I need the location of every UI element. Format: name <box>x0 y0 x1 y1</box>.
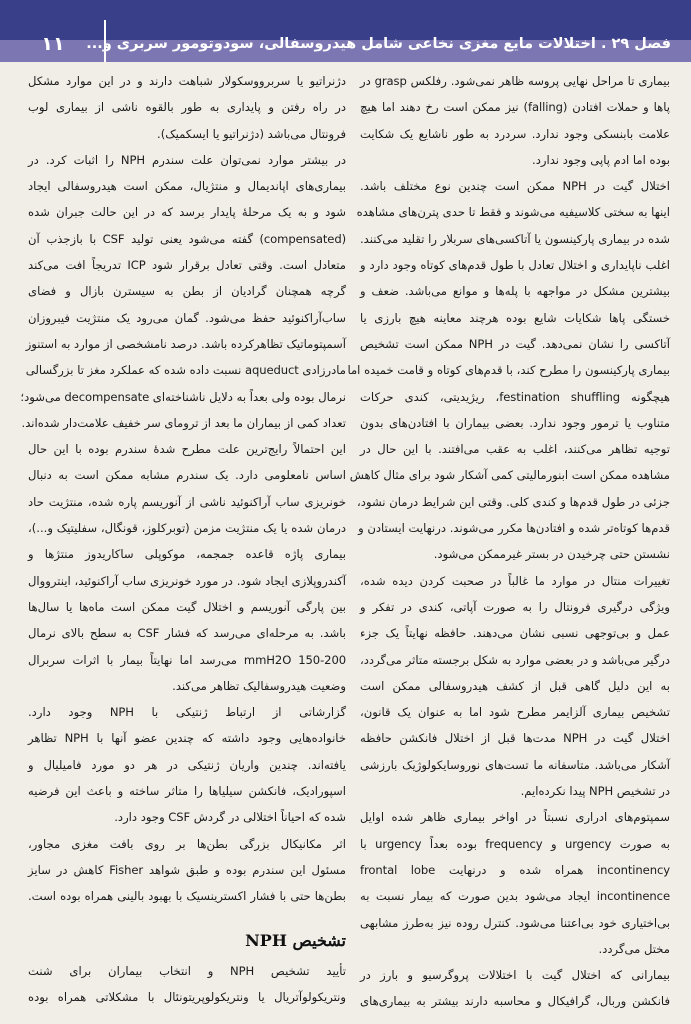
text-line: بیماری‌های اپاندیمال و منتژیال، ممکن است هیدروسفالی ایجاد <box>28 179 346 194</box>
text-line: عمل و بی‌توجهی نسبی نشان می‌دهند. حافظه نهایتاً یک جزء <box>360 626 670 641</box>
text-line: تأیید تشخیص NPH و انتخاب بیماران برای شنت <box>28 964 346 978</box>
text-line: پاها و حملات افتادن (falling) نیز ممکن است رخ دهند اما هیچ <box>360 100 670 115</box>
text-line: متعادل است. وقتی تعادل برقرار شود ICP تدریجاً افت می‌کند <box>28 258 346 273</box>
text-line: فانکشن وربال، گرافیکال و محاسبه دارند بیشتر به بیماری‌های <box>360 994 670 1009</box>
text-line: بیشترین مشکل در مواجهه با پله‌ها و موانع می‌باشد. ضعف و <box>360 284 670 299</box>
text-line: اختلال گیت در NPH مدت‌ها قبل از اختلال فانکشن حافظه <box>360 731 671 746</box>
text-line: تشخیص بیماری آلزایمر مطرح شود اما به عنوان یک قانون، <box>360 705 670 720</box>
right-text-column <box>347 68 671 1015</box>
text-line: نرمال بوده ولی بعداً به دلایل ناشناخته‌ای decompensate می‌شود؛ <box>20 389 346 404</box>
text-line: تعداد کمی از بیماران ما بعد از ترومای سر خفیف علامت‌دار شده‌اند. <box>21 415 346 430</box>
text-line: بی‌اختیاری خود بی‌اعتنا می‌شود. کنترل روده نیز به‌طرز مشابهی <box>360 915 670 930</box>
chapter-title: فصل ۲۹ . اختلالات مایع مغزی نخاعی شامل هیدروسفالی، سودوتومور سربری و... <box>86 36 671 52</box>
text-line: شده در بیماری پارکینسون یا آتاکسی‌های سربلار را تقلید می‌کنند. <box>360 231 670 246</box>
text-line: اینها به سختی کلاسیفیه می‌شوند و فقط تا حدی پترن‌های مشاهده <box>356 205 670 220</box>
text-line: اسپورادیک، فانکشن سیلیاها را متاثر ساخته و باعث این فرضیه <box>28 784 346 799</box>
page-number: ۱۱ <box>41 33 65 55</box>
text-line: گرچه همچنان گرادیان از بطن به سیسترن بازال و فضای <box>28 284 346 299</box>
text-line: یافته‌اند. چندین واریان ژنتیکی در هر دو مورد فامیلیال و <box>28 757 346 772</box>
text-line: مادرزادی aqueduct نسبت داده شده که عملکرد مغز تا بزرگسالی <box>25 363 346 378</box>
text-line: آسمپتوماتیک تظاهرکرده باشد. درصد نامشخصی از موارد به استنوز <box>25 336 346 351</box>
text-line: دژنراتیو یا سربرووسکولار شباهت دارند و در این موارد مشکل <box>28 74 346 88</box>
text-line: ساب‌آراکنوئید حفظ می‌شود. گمان می‌رود یک منتژیت فیبروزان <box>28 310 346 325</box>
text-line: توجیه تظاهر می‌کنند، اغلب به عقب می‌افتند. با این حال در <box>360 442 670 457</box>
text-line: مسئول این سندرم بوده و طبق شواهد Fisher کاهش در سایز <box>28 862 346 877</box>
text-line: آکندروپلازی ایجاد شود. در مورد خونریزی ساب آراکنوئید، اینترووال <box>28 573 346 588</box>
text-line: بیماری پارکینسون را مطرح کند، با قدم‌های کوتاه و قامت خمیده اما <box>347 363 670 378</box>
text-line: جزئی در طول قدم‌ها و کندی کلی. وقتی این شرایط درمان نشود، <box>357 494 670 509</box>
text-line: بیماری پاژه قاعده جمجمه، موکوپلی ساکاریدوز منتژها و <box>28 547 346 562</box>
text-line: متناوب یا ترمور وجود ندارد. بعضی بیماران با افتادن‌های بدون <box>360 415 670 430</box>
text-line: مختل می‌گردد. <box>598 941 670 956</box>
text-line: هیچگونه festination shuffling، ریژیدیتی، کندی حرکات <box>360 389 670 404</box>
text-line: آتاکسی را نشان نمی‌دهد. گیت در NPH ممکن است تشخیص <box>360 336 670 351</box>
text-line: اثر مکانیکال بزرگی بطن‌ها بر روی بافت مغزی مجاور، <box>28 836 346 851</box>
text-line: شود و به یک مرحلهٔ پایدار برسد که در این حالت جبران شده <box>28 205 346 220</box>
text-line: این احتمالاً رایج‌ترین علت مطرح شدهٔ سندرم بوده با این حال <box>28 442 346 457</box>
text-line: بطن‌ها حتی با فشار اکسترینسیک با بهبود بالینی همراه بوده است. <box>28 889 346 904</box>
text-line: (compensated) گفته می‌شود یعنی تولید CSF با بازجذب آن <box>28 231 347 246</box>
text-line: خستگی پاها شکایات شایع بوده هرچند معاینه هیچ بارزی یا <box>360 310 670 325</box>
text-line: فرونتال می‌باشد (دژنراتیو یا ایسکمیک). <box>157 126 346 141</box>
text-line: نشستن حتی چرخیدن در بستر غیرممکن می‌شود. <box>433 547 670 562</box>
text-line: 150-200 mmH2O می‌رسد اما نهایتاً بیمار با اثرات سربرال <box>28 652 346 667</box>
text-line: شده که احیاناً اختلالی در گردش CSF وجود دارد. <box>114 810 346 825</box>
text-line: ویژگی درگیری فرونتال را به صورت آپاتی، کندی در تفکر و <box>360 599 670 614</box>
text-line: خانواده‌هایی وجود داشته که چندین عضو آنها با NPH تظاهر <box>28 731 346 746</box>
text-line: incontinence ایجاد می‌شود بدین صورت که بیمار نسبت به <box>360 889 670 904</box>
text-line: باشد. به مرحله‌ای می‌رسد که فشار CSF به سطح بالای نرمال <box>28 626 347 641</box>
text-line: درمان شده یا یک منتژیت مزمن (توبرکلوز، قونگال، سفلیتیک و...)، <box>28 521 346 536</box>
text-line: به صورت urgency و frequency بوده بعداً urgency با <box>360 836 670 851</box>
text-line: سمپتوم‌های ادراری نسبتاً در اواخر بیماری ظاهر شده اوایل <box>360 810 670 825</box>
text-line: درگیر می‌باشد و در بعضی موارد به شکل برجسته متاثر می‌گردد، <box>360 652 670 667</box>
text-line: گزارشاتی از ارتباط ژنتیکی با NPH وجود دارد. <box>28 705 346 720</box>
text-line: بوده اما ادم پاپی وجود ندارد. <box>532 152 670 167</box>
text-line: ونتریکولوآتریال یا ونتریکولوپریتونئال با مشکلاتی همراه بوده <box>28 990 346 1005</box>
text-line: اساس نامعلومی دارد. یک سندرم مشابه ممکن است به دنبال <box>28 468 346 483</box>
page-header <box>0 0 691 62</box>
text-line: آشکار می‌باشد. متاسفانه ما تست‌های نوروسایکولوژیک بارزشی <box>360 757 670 772</box>
text-line: بیمارانی که اختلال گیت با اختلالات پروگرسیو و بارز در <box>360 968 670 983</box>
text-line: بیماری تا مراحل نهایی پروسه ظاهر نمی‌شود. رفلکس grasp در <box>360 74 670 88</box>
text-line: اغلب ناپایداری و اختلال تعادل با طول قدم‌های کوتاه وجود دارد و <box>360 258 670 273</box>
text-line: تغییرات منتال در موارد ما غالباً در صحبت کردن دیده شده، <box>360 573 670 588</box>
left-text-column <box>20 68 347 910</box>
text-line: مشاهده ممکن است ابنورمالیتی کمی آشکار شود برای مثال کاهش <box>349 468 670 483</box>
text-line: وضعیت هیدروسفالیک تظاهر می‌کند. <box>172 678 346 693</box>
section-body <box>28 958 346 1011</box>
text-line: به این دلیل گاهی قبل از کشف هیدروسفالی ممکن است <box>360 678 670 693</box>
text-line: بین پارگی آنوریسم و اختلال گیت ممکن است ماه‌ها یا سال‌ها <box>28 599 346 614</box>
text-line: incontinency همراه شده و درنهایت frontal lobe <box>360 862 670 877</box>
text-line: در بیشتر موارد نمی‌توان علت سندرم NPH را اثبات کرد. در <box>28 152 346 167</box>
text-line: در راه رفتن و پایداری به طور بالقوه ناشی از بیماری لوب <box>28 100 346 115</box>
text-line: خونریزی ساب آراکنوئید ناشی از آنوریسم پاره شده، منتژیت حاد <box>28 494 346 509</box>
section-heading: تشخیص NPH <box>245 931 346 950</box>
text-line: در تشخیص NPH پیدا نکرده‌ایم. <box>520 784 670 799</box>
text-line: اختلال گیت در NPH ممکن است چندین نوع مختلف باشد. <box>360 179 670 194</box>
text-line: قدم‌ها کوتاه‌تر شده و افتادن‌ها مکرر می‌شوند. درنهایت ایستادن و <box>358 521 670 536</box>
text-line: علامت بابنسکی وجود ندارد. سردرد به طور ناشایع یک شکایت <box>360 126 670 141</box>
